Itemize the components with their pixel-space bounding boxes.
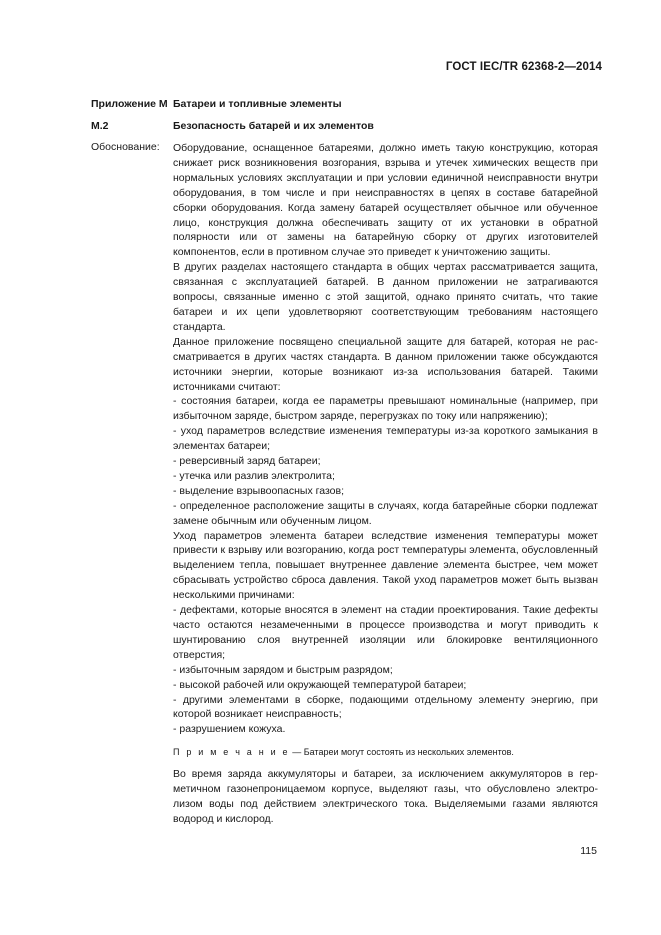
list-item: - избыточным зарядом и быстрым разрядом;	[173, 663, 393, 676]
energy-sources-list	[173, 394, 598, 528]
paragraph: Данное приложение посвящено специальной защите для батарей, которая не рассматривается в других частях стандарта. В данном приложении также обсуждаются источники энергии, которые возникают из-за использования батарей. Такими источниками считают:	[173, 335, 598, 393]
list-item: - другими элементами в сборке, подающими отдельному элементу энергию, при которой возникает неисправность;	[173, 693, 598, 721]
note	[173, 746, 598, 759]
annex-heading	[91, 98, 342, 110]
standard-header: ГОСТ IEC/TR 62368-2—2014	[445, 61, 602, 73]
page-number: 115	[580, 845, 597, 857]
list-item: - уход параметров вследствие изменения температуры из-за короткого замыкания в элементах батареи;	[173, 425, 598, 453]
annex-label: Приложение М	[91, 98, 168, 110]
note-text: — Батареи могут состоять из нескольких элементов.	[292, 747, 514, 758]
paragraph: Оборудование, оснащенное батареями, должно иметь такую конструкцию, которая снижает риск возникновения возгорания, взрыва и утечек химических веществ при нормальных условиях эксплуатации и при условии единичной неисправности внутри оборудования, в том числе и при неисправностях в цепях в составе батарейной сборки оборудования. Когда замену батарей осуществляет обычное или обученное лицо, конструкция должна обеспечивать защиту от их установки в обратной полярности или от замены на батарейную сборку от других изготовителей компонентов, если в противном случае это приведет к уничтожению защиты.	[173, 142, 598, 259]
list-item: - высокой рабочей или окружающей температурой батареи;	[173, 678, 467, 691]
paragraph: Во время заряда аккумуляторы и батареи, за исключением аккумуляторов в герметичном газонепроницаемом корпусе, выделяют газы, что обусловлено электролизом воды под действием электрического тока. Выделяемыми газами являются водород и кислород.	[173, 768, 598, 825]
list-item: - утечка или разлив электролита;	[173, 469, 335, 482]
annex-title: Батареи и топливные элементы	[173, 98, 342, 110]
paragraph: Уход параметров элемента батареи вследствие изменения температуры может привести к взрыву или возгоранию, когда рост температуры элемента, обусловленный выделением тепла, повышает внутреннее давление элемента быстрее, чем может сбрасывать устройство сброса давления. Такой уход параметров может быть вызван несколькими причинами:	[173, 529, 598, 602]
note-label: П р и м е ч а н и е	[173, 747, 290, 758]
list-item: - выделение взрывоопасных газов;	[173, 484, 344, 497]
list-item: - дефектами, которые вносятся в элемент на стадии проектирования. Такие дефекты часто остаются незамеченными в процессе производства и могут приводить к шунтированию слоя внутренней изоляции или блокировке вентиляционного отверстия;	[173, 604, 598, 661]
paragraph: В других разделах настоящего стандарта в общих чертах рассматривается защита, связанная с эксплуатацией батарей. В данном приложении не затрагиваются вопросы, связанные именно с этой защитой, однако принято считать, что такие батареи и их цепи удовлетворяют соответствующим требованиям настоящего стандарта.	[173, 261, 598, 333]
section-heading	[91, 120, 374, 132]
rationale-label: Обоснование:	[91, 141, 160, 153]
causes-list	[173, 603, 598, 737]
rationale-body	[173, 141, 598, 827]
list-item: - определенное расположение защиты в случаях, когда батарейные сборки подлежат замене обычным или обученным лицом.	[173, 499, 598, 527]
list-item: - разрушением кожуха.	[173, 723, 286, 736]
section-number: М.2	[91, 120, 109, 132]
list-item: - реверсивный заряд батареи;	[173, 455, 321, 468]
list-item: - состояния батареи, когда ее параметры превышают номинальные (например, при избыточном заряде, быстром заряде, перегрузках по току или напряжению);	[173, 395, 598, 423]
section-title: Безопасность батарей и их элементов	[173, 120, 374, 132]
